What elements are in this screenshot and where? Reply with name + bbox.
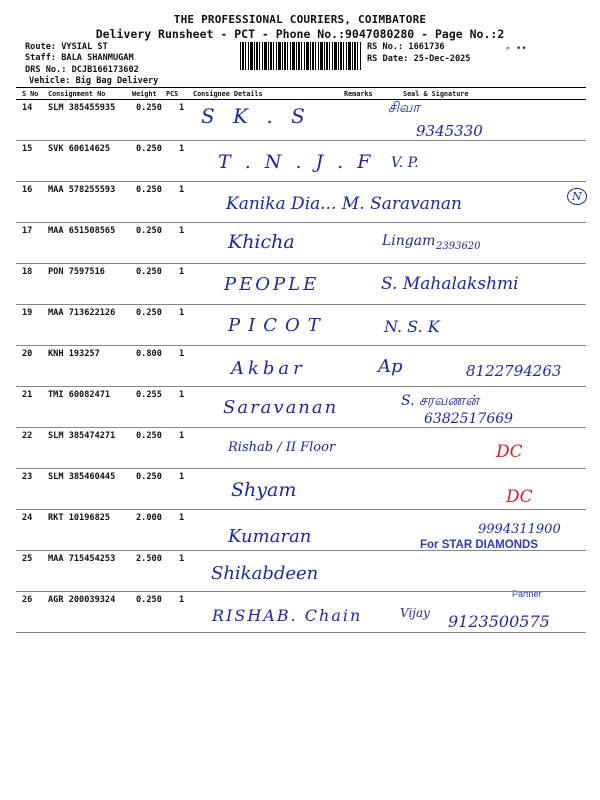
consignee-handwriting: Kanika Dia... M. Saravanan — [226, 194, 462, 214]
barcode — [240, 42, 362, 70]
rs-date: RS Date: 25-Dec-2025 — [367, 54, 471, 64]
weight-value: 0.250 — [136, 185, 162, 195]
weight-value: 0.250 — [136, 472, 162, 482]
consignment-number: TMI 60082471 — [48, 390, 111, 400]
consignee-handwriting: Akbar — [231, 358, 306, 379]
rs-number: RS No.: 1661736 — [367, 42, 445, 52]
table-row — [16, 182, 586, 223]
phone-handwriting: 9345330 — [416, 122, 483, 140]
consignment-number: MAA 715454253 — [48, 554, 116, 564]
weight-value: 0.255 — [136, 390, 162, 400]
signature-handwriting: DC — [506, 487, 533, 507]
serial-number: 15 — [22, 144, 33, 154]
pieces-count: 1 — [179, 144, 185, 154]
signature-handwriting: N — [567, 188, 587, 205]
consignee-handwriting: RISHAB. Chain — [212, 606, 363, 625]
col-consignee: Consignee Details — [193, 90, 263, 98]
consignee-handwriting: Rishab / II Floor — [228, 440, 336, 455]
partner-stamp: Partner — [512, 589, 542, 599]
table-row — [16, 592, 586, 633]
consignment-number: MAA 713622126 — [48, 308, 116, 318]
table-row — [16, 223, 586, 264]
serial-number: 19 — [22, 308, 33, 318]
col-consignment: Consignment No — [48, 90, 106, 98]
weight-value: 0.250 — [136, 595, 162, 605]
pieces-count: 1 — [179, 472, 185, 482]
table-row — [16, 428, 586, 469]
weight-value: 0.800 — [136, 349, 162, 359]
weight-value: 0.250 — [136, 226, 162, 236]
serial-number: 24 — [22, 513, 33, 523]
drs-number: DRS No.: DCJB166173602 — [25, 65, 139, 75]
pieces-count: 1 — [179, 431, 185, 441]
table-row — [16, 141, 586, 182]
signature-handwriting: Lingam — [382, 233, 436, 249]
signature-handwriting: V. P. — [391, 155, 419, 171]
vehicle-label: Vehicle: Big Bag Delivery — [29, 76, 159, 86]
consignee-handwriting: S K . S — [201, 104, 311, 128]
weight-value: 0.250 — [136, 308, 162, 318]
consignee-handwriting: Saravanan — [223, 397, 339, 418]
consignment-number: AGR 200039324 — [48, 595, 116, 605]
pieces-count: 1 — [179, 595, 185, 605]
table-row — [16, 346, 586, 387]
table-row — [16, 387, 586, 428]
pieces-count: 1 — [179, 185, 185, 195]
consignment-number: KNH 193257 — [48, 349, 100, 359]
consignee-handwriting: Kumaran — [228, 526, 312, 547]
pieces-count: 1 — [179, 226, 185, 236]
serial-number: 23 — [22, 472, 33, 482]
signature-handwriting: N. S. K — [384, 317, 440, 336]
consignee-handwriting: Shikabdeen — [211, 563, 319, 584]
company-title: THE PROFESSIONAL COURIERS, COIMBATORE — [173, 13, 427, 26]
signature-handwriting: S. Mahalakshmi — [381, 274, 519, 294]
serial-number: 26 — [22, 595, 33, 605]
serial-number: 18 — [22, 267, 33, 277]
row-divider — [16, 632, 586, 633]
runsheet-subtitle: Delivery Runsheet - PCT - Phone No.:9047080280 - Page No.:2 — [95, 27, 505, 41]
col-remarks: Remarks — [344, 90, 373, 98]
serial-number: 16 — [22, 185, 33, 195]
consignment-number: SLM 385474271 — [48, 431, 116, 441]
weight-value: 0.250 — [136, 144, 162, 154]
signature-handwriting: DC — [496, 442, 523, 462]
weight-value: 2.000 — [136, 513, 162, 523]
table-top-border — [16, 87, 586, 88]
pieces-count: 1 — [179, 267, 185, 277]
col-pcs: PCS — [166, 90, 179, 98]
pieces-count: 1 — [179, 349, 185, 359]
weight-value: 0.250 — [136, 431, 162, 441]
serial-number: 21 — [22, 390, 33, 400]
staff-label: Staff: BALA SHANMUGAM — [25, 53, 134, 63]
margin-marks: ∘ •• — [505, 44, 527, 54]
signature-handwriting: சிவா — [388, 100, 420, 116]
weight-value: 2.500 — [136, 554, 162, 564]
serial-number: 25 — [22, 554, 33, 564]
serial-number: 14 — [22, 103, 33, 113]
consignment-number: RKT 10196825 — [48, 513, 111, 523]
signature-handwriting: Vijay — [400, 606, 430, 620]
table-row — [16, 305, 586, 346]
table-row — [16, 469, 586, 510]
weight-value: 0.250 — [136, 267, 162, 277]
phone-handwriting: 8122794263 — [466, 362, 562, 380]
consignee-handwriting: Khicha — [228, 231, 295, 253]
company-stamp: For STAR DIAMONDS — [420, 539, 538, 551]
serial-number: 17 — [22, 226, 33, 236]
consignee-handwriting: PEOPLE — [224, 274, 320, 295]
consignment-number: PON 7597516 — [48, 267, 105, 277]
route-label: Route: VYSIAL ST — [25, 42, 108, 52]
pieces-count: 1 — [179, 103, 185, 113]
consignee-handwriting: Shyam — [231, 479, 297, 501]
serial-number: 22 — [22, 431, 33, 441]
consignment-number: MAA 651508565 — [48, 226, 116, 236]
pieces-count: 1 — [179, 308, 185, 318]
phone-handwriting: 9123500575 — [448, 612, 550, 631]
table-row — [16, 510, 586, 551]
table-row — [16, 264, 586, 305]
signature-handwriting: S. சரவணன் — [401, 393, 479, 409]
serial-number: 20 — [22, 349, 33, 359]
col-weight: Weight — [132, 90, 157, 98]
table-row — [16, 551, 586, 599]
pieces-count: 1 — [179, 554, 185, 564]
consignee-handwriting: PICOT — [228, 315, 328, 336]
consignment-number: MAA 578255593 — [48, 185, 116, 195]
phone-handwriting: 9994311900 — [478, 522, 561, 537]
col-seal: Seal & Signature — [403, 90, 469, 98]
table-row — [16, 100, 586, 141]
consignment-number: SVK 60614625 — [48, 144, 111, 154]
signature-handwriting: Ap — [378, 356, 403, 377]
phone-handwriting: 2393620 — [436, 241, 481, 252]
phone-handwriting: 6382517669 — [424, 411, 514, 427]
consignee-handwriting: T . N . J . F — [218, 151, 375, 173]
col-sno: S No — [22, 90, 39, 98]
consignment-number: SLM 385460445 — [48, 472, 116, 482]
pieces-count: 1 — [179, 390, 185, 400]
consignment-number: SLM 385455935 — [48, 103, 116, 113]
weight-value: 0.250 — [136, 103, 162, 113]
pieces-count: 1 — [179, 513, 185, 523]
